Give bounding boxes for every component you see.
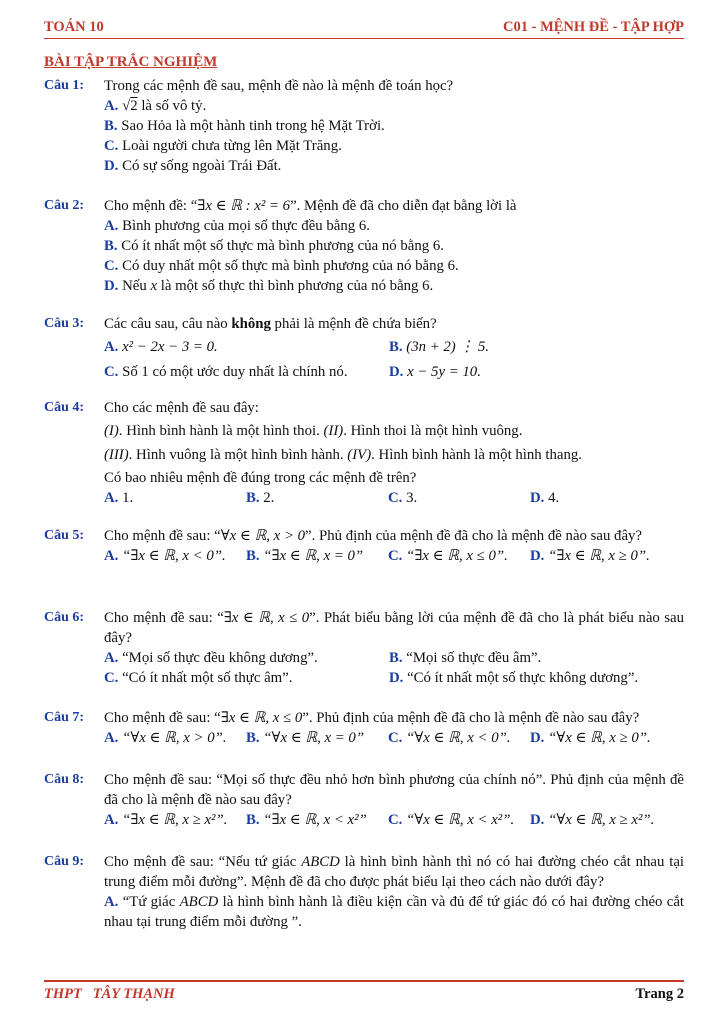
question-6 xyxy=(44,608,684,688)
option-text: Số 1 có một ước duy nhất là chính nó. xyxy=(122,364,348,380)
question-label: Câu 9: xyxy=(44,854,85,869)
page-header xyxy=(44,16,684,39)
question-label: Câu 8: xyxy=(44,772,85,787)
option-letter: A. xyxy=(104,98,119,114)
option-c xyxy=(104,362,389,382)
math-expression: ∃x ∈ ℝ : x² = 6 xyxy=(197,198,291,214)
option-letter: A. xyxy=(104,650,119,666)
option-b xyxy=(246,546,388,566)
option-letter: C. xyxy=(388,490,403,506)
text-part: là hình bình hành là điều kiện cần và đủ để tứ giác đó có hai đường chéo cắt nhau tại trung điểm mỗi đường ”. xyxy=(104,894,685,930)
option-letter: D. xyxy=(104,158,119,174)
page-number: Trang 2 xyxy=(635,986,684,1002)
option-a xyxy=(104,728,246,748)
option-text: “Mọi số thực đều âm”. xyxy=(406,650,542,666)
option-text: “∀x ∈ ℝ, x ≥ x²”. xyxy=(548,812,655,828)
option-c xyxy=(104,136,684,156)
math-expression: ∃x ∈ ℝ, x ≤ 0 xyxy=(220,710,303,726)
question-label: Câu 6: xyxy=(44,610,85,625)
math-expression: ∀x ∈ ℝ, x > 0 xyxy=(220,528,306,544)
question-label: Câu 1: xyxy=(44,78,85,93)
math-expression: ∃x ∈ ℝ, x ≤ 0 xyxy=(223,610,310,626)
option-text: “∃x ∈ ℝ, x ≥ x²”. xyxy=(122,812,228,828)
question-label: Câu 2: xyxy=(44,198,85,213)
option-text: “∀x ∈ ℝ, x ≥ 0”. xyxy=(548,730,651,746)
option-d xyxy=(389,668,638,688)
option-text: x − 5y = 10. xyxy=(407,364,481,380)
question-text xyxy=(104,314,684,334)
option-letter: A. xyxy=(104,490,119,506)
math-expression: ABCD xyxy=(301,854,340,870)
option-a xyxy=(104,337,389,357)
option-text: Bình phương của mọi số thực đều bằng 6. xyxy=(122,218,370,234)
text-part: Cho mệnh đề: “ xyxy=(104,198,198,214)
sqrt-expression: √2 xyxy=(122,98,138,114)
emphasis-text: không xyxy=(231,316,271,332)
option-text: x² − 2x − 3 = 0. xyxy=(122,339,218,355)
option-text: là số vô tỷ. xyxy=(137,98,207,114)
question-text: Cho mệnh đề sau: “Mọi số thực đều nhỏ hơn bình phương của chính nó”. Phủ định của mệnh đề đã cho là mệnh đề nào sau đây? xyxy=(104,772,684,808)
statement-label: (IV) xyxy=(347,447,372,463)
option-text: “∃x ∈ ℝ, x = 0” xyxy=(263,548,364,564)
question-label: Câu 7: xyxy=(44,710,85,725)
text-part: Cho mệnh đề sau: “ xyxy=(104,528,221,544)
text-part: ”. Mệnh đề đã cho diễn đạt bằng lời là xyxy=(290,198,517,214)
statement-line-2 xyxy=(104,445,684,465)
option-text: Có ít nhất một số thực mà bình phương của nó bằng 6. xyxy=(121,238,444,254)
option-d xyxy=(104,276,684,296)
option-letter: B. xyxy=(246,490,260,506)
option-text: Có duy nhất một số thực mà bình phương của nó bằng 6. xyxy=(122,258,459,274)
section-title: BÀI TẬP TRẮC NGHIỆM xyxy=(44,54,218,70)
radicand: 2 xyxy=(130,98,138,114)
question-label: Câu 4: xyxy=(44,400,85,415)
option-letter: B. xyxy=(104,238,118,254)
option-text: 2. xyxy=(263,490,275,506)
text-part: ”. Phủ định của mệnh đề đã cho là mệnh đề nào sau đây? xyxy=(305,528,642,544)
option-text: “∃x ∈ ℝ, x ≥ 0”. xyxy=(548,548,650,564)
question-8 xyxy=(44,770,684,830)
statement-text: . Hình thoi là một hình vuông. xyxy=(343,423,523,439)
option-letter: D. xyxy=(530,812,545,828)
question-label: Câu 5: xyxy=(44,528,85,543)
page-footer xyxy=(44,980,684,1003)
option-text: “∀x ∈ ℝ, x = 0” xyxy=(263,730,365,746)
option-letter: C. xyxy=(388,812,403,828)
option-letter: A. xyxy=(104,730,119,746)
option-b xyxy=(246,488,388,508)
option-b xyxy=(389,337,489,357)
statement-label: (III) xyxy=(104,447,129,463)
text-part: là một số thực thì bình phương của nó bằng 6. xyxy=(157,278,434,294)
option-letter: D. xyxy=(530,490,545,506)
option-text: “∀x ∈ ℝ, x < x²”. xyxy=(406,812,515,828)
math-expression: x xyxy=(150,278,158,294)
option-text: “∀x ∈ ℝ, x > 0”. xyxy=(122,730,227,746)
question-text xyxy=(104,526,684,546)
option-c xyxy=(104,668,389,688)
question-ask: Có bao nhiêu mệnh đề đúng trong các mệnh đề trên? xyxy=(104,470,417,486)
math-expression: ABCD xyxy=(179,894,219,910)
text-part: Cho mệnh đề sau: “Nếu tứ giác xyxy=(104,854,302,870)
option-letter: C. xyxy=(104,258,119,274)
option-text: Loài người chưa từng lên Mặt Trăng. xyxy=(122,138,342,154)
option-letter: B. xyxy=(104,118,118,134)
question-text xyxy=(104,196,684,216)
option-text: Có sự sống ngoài Trái Đất. xyxy=(122,158,282,174)
option-text: “Có ít nhất một số thực âm”. xyxy=(122,670,293,686)
option-text: “∃x ∈ ℝ, x ≤ 0”. xyxy=(406,548,508,564)
text-part: “Tứ giác xyxy=(122,894,180,910)
option-b xyxy=(246,728,388,748)
option-letter: C. xyxy=(388,548,403,564)
option-b xyxy=(104,236,684,256)
question-5 xyxy=(44,526,684,566)
option-letter: A. xyxy=(104,812,119,828)
school-name: THPT TÂY THẠNH xyxy=(44,986,175,1002)
option-letter: D. xyxy=(389,670,404,686)
option-b xyxy=(246,810,388,830)
option-a xyxy=(104,810,246,830)
option-letter: A. xyxy=(104,339,119,355)
option-a xyxy=(104,892,684,932)
option-text: 4. xyxy=(548,490,560,506)
option-c xyxy=(388,546,530,566)
question-text: Trong các mệnh đề sau, mệnh đề nào là mệnh đề toán học? xyxy=(104,78,454,94)
text-part: Cho mệnh đề sau: “ xyxy=(104,610,224,626)
option-letter: B. xyxy=(246,730,260,746)
option-text: “∃x ∈ ℝ, x < x²” xyxy=(263,812,367,828)
option-text: 1. xyxy=(122,490,134,506)
question-text: Cho các mệnh đề sau đây: xyxy=(104,400,259,416)
option-c xyxy=(388,488,530,508)
option-a xyxy=(104,216,684,236)
option-a xyxy=(104,546,246,566)
question-text xyxy=(104,708,684,728)
option-letter: D. xyxy=(104,278,119,294)
option-a xyxy=(104,96,684,116)
question-2 xyxy=(44,196,684,296)
option-c xyxy=(104,256,684,276)
question-9 xyxy=(44,852,684,932)
text-part: ”. Phát biểu bằng lời của mệnh đề đã cho là phát biểu nào sau đây? xyxy=(104,610,684,646)
option-d xyxy=(530,546,650,566)
statement-line-1 xyxy=(104,421,684,441)
statement-label: (II) xyxy=(323,423,344,439)
option-a xyxy=(104,488,246,508)
option-letter: B. xyxy=(389,650,403,666)
option-letter: C. xyxy=(104,670,119,686)
statement-label: (I) xyxy=(104,423,119,439)
question-text xyxy=(104,852,684,892)
option-b xyxy=(389,648,541,668)
header-subject: TOÁN 10 xyxy=(44,19,104,35)
option-c xyxy=(388,810,530,830)
option-letter: C. xyxy=(104,138,119,154)
option-b xyxy=(104,116,684,136)
text-part: ”. Phủ định của mệnh đề đã cho là mệnh đề nào sau đây? xyxy=(302,710,640,726)
question-3 xyxy=(44,314,684,382)
option-d xyxy=(530,728,651,748)
text-part: phải là mệnh đề chứa biến? xyxy=(270,316,437,332)
question-7 xyxy=(44,708,684,748)
option-letter: A. xyxy=(104,548,119,564)
header-chapter: C01 - MỆNH ĐỀ - TẬP HỢP xyxy=(503,19,684,35)
option-letter: D. xyxy=(530,548,545,564)
option-letter: C. xyxy=(104,364,119,380)
statement-text: . Hình bình hành là một hình thang. xyxy=(371,447,582,463)
option-letter: B. xyxy=(389,339,403,355)
option-letter: D. xyxy=(530,730,545,746)
question-text xyxy=(104,608,684,648)
question-4 xyxy=(44,398,684,508)
option-letter: C. xyxy=(388,730,403,746)
question-1 xyxy=(44,76,684,176)
option-c xyxy=(388,728,530,748)
option-d xyxy=(104,156,684,176)
text-part: Cho mệnh đề sau: “ xyxy=(104,710,221,726)
question-label: Câu 3: xyxy=(44,316,85,331)
option-d xyxy=(530,488,559,508)
option-a xyxy=(104,648,389,668)
text-part: Các câu sau, câu nào xyxy=(104,316,232,332)
option-text: 3. xyxy=(406,490,418,506)
option-text: Sao Hỏa là một hành tinh trong hệ Mặt Trời. xyxy=(121,118,385,134)
option-letter: B. xyxy=(246,548,260,564)
option-text: (3n + 2) ⋮ 5. xyxy=(406,339,490,355)
option-text: “Mọi số thực đều không dương”. xyxy=(122,650,318,666)
option-text: “∀x ∈ ℝ, x < 0”. xyxy=(406,730,511,746)
option-letter: A. xyxy=(104,894,119,910)
statement-text: . Hình vuông là một hình bình hành. xyxy=(128,447,348,463)
option-text: “∃x ∈ ℝ, x < 0”. xyxy=(122,548,226,564)
option-text: “Có ít nhất một số thực không dương”. xyxy=(407,670,639,686)
option-d xyxy=(389,362,481,382)
option-letter: B. xyxy=(246,812,260,828)
text-part: Nếu xyxy=(122,278,151,294)
statement-text: . Hình bình hành là một hình thoi. xyxy=(118,423,324,439)
text-part: là hình bình hành thì nó có hai đường chéo cắt nhau tại trung điểm mỗi đường”. Mệnh đề đã cho được phát biểu lại theo cách nào dưới đây? xyxy=(104,854,684,890)
option-d xyxy=(530,810,654,830)
option-letter: D. xyxy=(389,364,404,380)
option-letter: A. xyxy=(104,218,119,234)
